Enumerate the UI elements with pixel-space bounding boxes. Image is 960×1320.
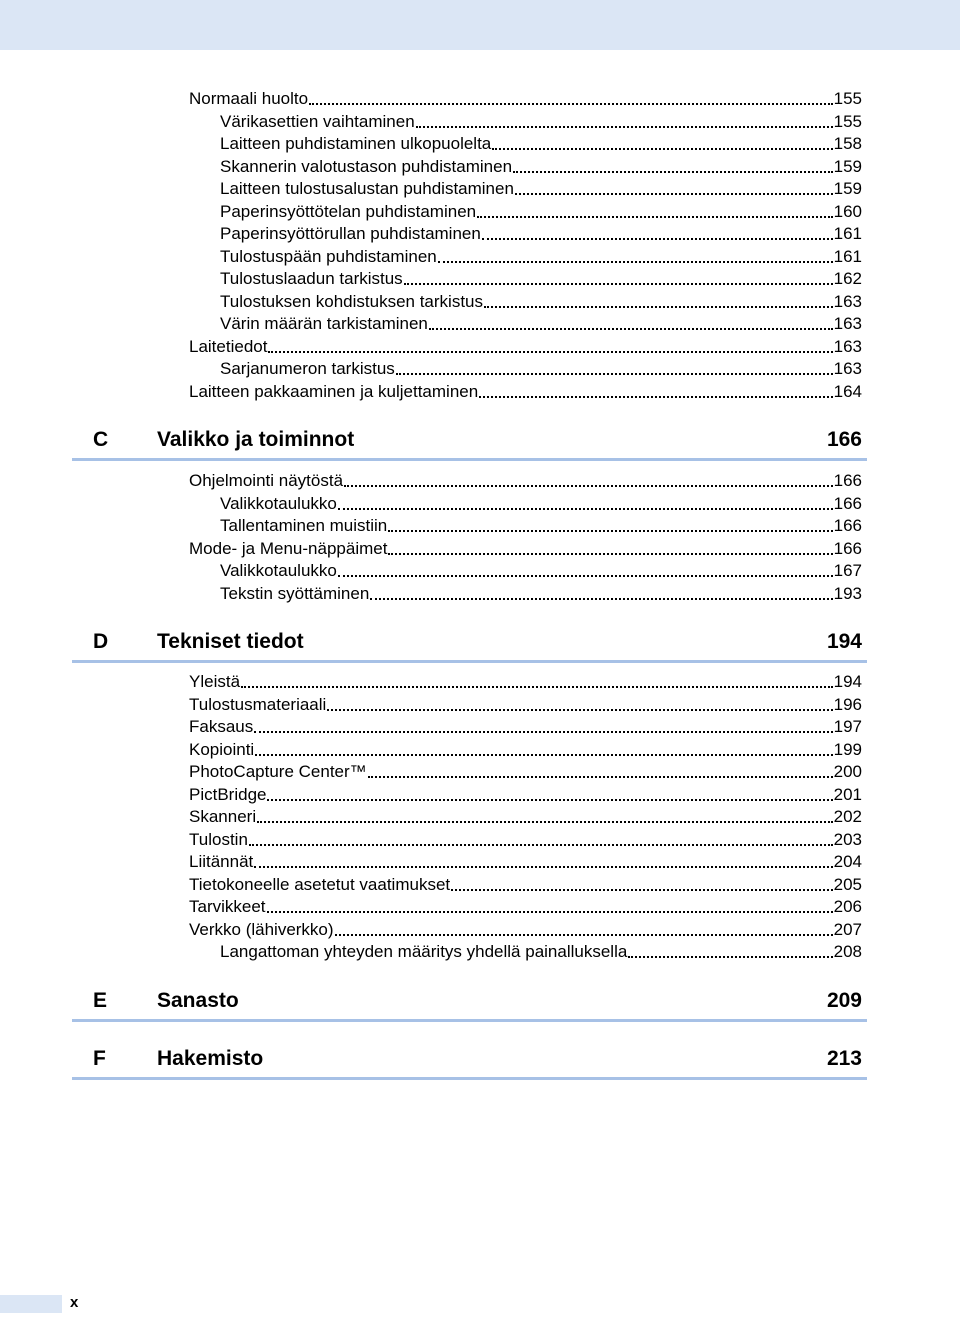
dot-leader: [338, 507, 833, 510]
toc-entry-title: Valikkotaulukko: [220, 561, 337, 580]
toc-entry[interactable]: [189, 829, 862, 851]
toc-entry[interactable]: [220, 358, 862, 380]
toc-entry-page: 194: [833, 672, 862, 691]
toc-entry[interactable]: [220, 201, 862, 223]
toc-entry-page: 158: [833, 134, 862, 153]
toc-entry-title: Ohjelmointi näytöstä: [189, 471, 344, 490]
toc-entry-page: 202: [833, 807, 862, 826]
toc-entry-page: 167: [833, 561, 862, 580]
toc-entry-title: Värin määrän tarkistaminen: [220, 314, 428, 333]
toc-entry-page: 207: [833, 919, 862, 939]
toc-entry-page: 208: [833, 942, 862, 961]
dot-leader: [404, 282, 833, 285]
toc-entry-title: Laitteen tulostusalustan puhdistaminen: [220, 179, 514, 198]
toc-entry-page: 162: [833, 269, 862, 288]
dot-leader: [267, 798, 832, 801]
toc-entry-title: Tulostuslaadun tarkistus: [220, 269, 403, 288]
dot-leader: [249, 843, 833, 846]
toc-entry-page: 155: [833, 89, 862, 108]
toc-entry-page: 193: [833, 583, 862, 603]
toc-entry[interactable]: [189, 784, 862, 806]
toc-entry-page: 199: [833, 739, 862, 759]
toc-entry-page: 200: [833, 762, 862, 781]
toc-entry-page: 164: [833, 381, 862, 401]
toc-entry[interactable]: [220, 246, 862, 268]
toc-entry-page: 163: [833, 314, 862, 333]
toc-entry[interactable]: [189, 739, 862, 761]
toc-entry-page: 206: [833, 897, 862, 916]
toc-entry-page: 159: [833, 179, 862, 198]
toc-entry-title: Liitännät: [189, 852, 254, 871]
dot-leader: [492, 147, 832, 150]
dot-leader: [368, 775, 833, 778]
chapter-letter: D: [93, 630, 109, 653]
dot-leader: [370, 597, 832, 600]
toc-entry-title: PhotoCapture Center™: [189, 762, 367, 781]
toc-entry[interactable]: [189, 694, 862, 716]
toc-entry[interactable]: [189, 671, 862, 693]
toc-entry-page: 203: [833, 829, 862, 849]
toc-entry-page: 166: [833, 471, 862, 490]
dot-leader: [484, 305, 833, 308]
toc-entry-title: Tulostuspään puhdistaminen: [220, 246, 437, 266]
toc-entry-title: Tulostuksen kohdistuksen tarkistus: [220, 291, 483, 311]
toc-entry-title: Paperinsyöttörullan puhdistaminen: [220, 224, 481, 243]
toc-entry-page: 201: [833, 784, 862, 804]
dot-leader: [338, 574, 833, 577]
toc-entry[interactable]: [189, 874, 862, 896]
toc-entry-page: 160: [833, 201, 862, 221]
toc-entry-title: Tulostusmateriaali: [189, 694, 327, 714]
toc-entry[interactable]: [189, 716, 862, 738]
toc-entry-page: 163: [833, 291, 862, 311]
toc-entry-page: 197: [833, 717, 862, 736]
chapter-title: Valikko ja toiminnot: [157, 428, 355, 451]
dot-leader: [628, 955, 832, 958]
toc-entry[interactable]: [189, 806, 862, 828]
page-number: x: [70, 1294, 79, 1311]
toc-entry-page: 163: [833, 336, 862, 356]
toc-entry[interactable]: [220, 178, 862, 200]
dot-leader: [267, 910, 833, 913]
toc-entry-page: 161: [833, 246, 862, 266]
header-band: [0, 0, 960, 50]
dot-leader: [451, 888, 832, 891]
toc-entry[interactable]: [220, 941, 862, 963]
dot-leader: [513, 170, 833, 173]
toc-entry[interactable]: [189, 470, 862, 492]
toc-entry-title: Langattoman yhteyden määritys yhdellä painalluksella: [220, 942, 628, 961]
chapter-page: 209: [826, 989, 862, 1012]
dot-leader: [257, 820, 833, 823]
toc-entry[interactable]: [189, 336, 862, 358]
dot-leader: [388, 552, 832, 555]
toc-entry-page: 205: [833, 874, 862, 894]
toc-entry-title: PictBridge: [189, 784, 267, 804]
dot-leader: [429, 327, 833, 330]
dot-leader: [327, 708, 832, 711]
chapter-page: 213: [826, 1047, 862, 1070]
toc-entry-title: Normaali huolto: [189, 89, 309, 108]
dot-leader: [335, 933, 833, 936]
toc-entry-title: Laitteen puhdistaminen ulkopuolelta: [220, 134, 492, 153]
chapter-heading[interactable]: [72, 1047, 867, 1080]
toc-entry[interactable]: [220, 583, 862, 605]
toc-entry[interactable]: [189, 381, 862, 403]
toc-entry-title: Tarvikkeet: [189, 897, 266, 916]
toc-entry-title: Tallentaminen muistiin: [220, 516, 388, 535]
footer-band: [0, 1295, 62, 1313]
chapter-letter: E: [93, 989, 108, 1012]
toc-entry[interactable]: [189, 896, 862, 918]
toc-entry-title: Skanneri: [189, 807, 257, 826]
toc-entry-page: 166: [833, 493, 862, 513]
toc-entry-title: Mode- ja Menu-näppäimet: [189, 538, 388, 558]
chapter-letter: C: [93, 428, 109, 451]
chapter-page: 166: [826, 428, 862, 451]
toc-entry-page: 159: [833, 156, 862, 176]
toc-entry-title: Verkko (lähiverkko): [189, 919, 334, 939]
dot-leader: [388, 529, 832, 532]
toc-entry[interactable]: [220, 111, 862, 133]
toc-entry-title: Tulostin: [189, 829, 248, 849]
chapter-page: 194: [826, 630, 862, 653]
toc-entry-page: 166: [833, 516, 862, 535]
toc-entry[interactable]: [220, 268, 862, 290]
toc-entry[interactable]: [220, 493, 862, 515]
toc-entry-title: Tietokoneelle asetetut vaatimukset: [189, 874, 451, 894]
dot-leader: [344, 484, 833, 487]
dot-leader: [241, 685, 833, 688]
dot-leader: [268, 350, 832, 353]
toc-entry[interactable]: [189, 919, 862, 941]
toc-entry[interactable]: [189, 851, 862, 873]
toc-entry[interactable]: [189, 88, 862, 110]
toc-entry-title: Paperinsyöttötelan puhdistaminen: [220, 201, 477, 221]
dot-leader: [254, 730, 832, 733]
dot-leader: [515, 192, 833, 195]
toc-entry[interactable]: [220, 515, 862, 537]
toc-entry[interactable]: [189, 538, 862, 560]
toc-entry[interactable]: [220, 156, 862, 178]
toc-entry-title: Laitteen pakkaaminen ja kuljettaminen: [189, 381, 479, 401]
toc-entry[interactable]: [220, 291, 862, 313]
toc-entry-title: Valikkotaulukko: [220, 493, 337, 513]
toc-entry-title: Skannerin valotustason puhdistaminen: [220, 156, 513, 176]
dot-leader: [254, 865, 832, 868]
toc-entry-page: 155: [833, 111, 862, 131]
toc-entry[interactable]: [189, 761, 862, 783]
chapter-heading[interactable]: [72, 428, 867, 461]
toc-entry-title: Kopiointi: [189, 739, 255, 759]
toc-entry-page: 166: [833, 538, 862, 558]
dot-leader: [479, 395, 832, 398]
chapter-letter: F: [93, 1047, 106, 1070]
chapter-heading[interactable]: [72, 630, 867, 663]
toc-entry-title: Yleistä: [189, 672, 241, 691]
toc-entry[interactable]: [220, 223, 862, 245]
toc-entry-title: Värikasettien vaihtaminen: [220, 111, 415, 131]
toc-entry-title: Laitetiedot: [189, 336, 268, 356]
toc-entry-page: 161: [833, 224, 862, 243]
chapter-title: Hakemisto: [157, 1047, 264, 1070]
toc-entry[interactable]: [220, 560, 862, 582]
toc-entry[interactable]: [220, 313, 862, 335]
dot-leader: [396, 372, 833, 375]
toc-entry-title: Faksaus: [189, 717, 254, 736]
dot-leader: [255, 753, 832, 756]
dot-leader: [309, 102, 833, 105]
toc-entry-page: 196: [833, 694, 862, 714]
toc-entry-title: Sarjanumeron tarkistus: [220, 359, 395, 378]
toc-entry-title: Tekstin syöttäminen: [220, 583, 370, 603]
chapter-heading[interactable]: [72, 989, 867, 1022]
toc-entry-page: 204: [833, 852, 862, 871]
dot-leader: [416, 125, 833, 128]
toc-entry[interactable]: [220, 133, 862, 155]
dot-leader: [482, 237, 833, 240]
chapter-title: Sanasto: [157, 989, 239, 1012]
dot-leader: [477, 215, 833, 218]
toc-entry-page: 163: [833, 359, 862, 378]
dot-leader: [438, 260, 833, 263]
chapter-title: Tekniset tiedot: [157, 630, 304, 653]
